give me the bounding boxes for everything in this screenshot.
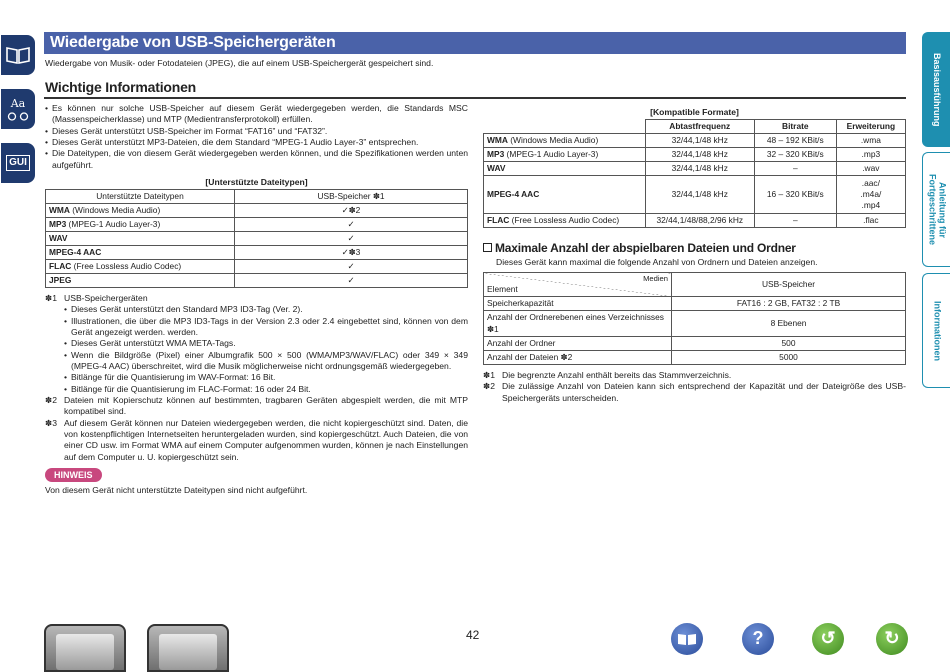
corner-top-label: Medien [643,274,668,283]
format-name: FLAC [49,260,72,271]
table-cell: 5000 [672,351,906,365]
format-name: WMA [49,204,70,215]
format-name: JPEG [49,274,72,285]
forward-icon[interactable]: ↻ [876,623,908,655]
page-title: Wiedergabe von USB-Speichergeräten [44,32,906,54]
format-desc: (Windows Media Audio) [507,134,599,145]
footnote-mark: ✽2 [45,395,57,406]
footnote-subitem: • Dieses Gerät unterstützt WMA META-Tags. [45,338,468,349]
footnote-text: USB-Speichergeräten [64,293,148,303]
intro-text: Wiedergabe von Musik- oder Fotodateien (JPEG), die auf einem USB-Speichergerät gespeichert sind. [45,58,434,68]
table-cell: Anzahl der Ordner [484,337,672,351]
page-number: 42 [466,628,480,642]
footnote [45,418,468,463]
footnote-mark: ✽1 [483,370,495,380]
footnote [45,293,468,304]
footnote-mark: ✽2 [483,381,495,392]
table-header-cell: USB-Speicher [672,273,906,297]
table-row [46,274,468,288]
filetypes-table-caption: [Unterstützte Dateitypen] [205,177,308,187]
table-row [46,218,468,232]
format-name: FLAC [487,214,510,225]
back-icon[interactable]: ↺ [812,623,844,655]
table-row [46,246,468,260]
table-cell [46,232,235,246]
table-cell [46,260,235,274]
gui-icon[interactable] [1,143,35,183]
hinweis-text: Von diesem Gerät nicht unterstützte Dateitypen sind nicht aufgeführt. [45,485,308,495]
font-icon-label: Aa [10,97,26,111]
help-icon[interactable]: ? [742,623,774,655]
table-cell: .flac [836,214,905,228]
footnote-subitem: • Dieses Gerät unterstützt den Standard MP3 ID3-Tag (Ver. 2). [45,304,468,315]
table-cell: 32/44,1/48 kHz [645,162,754,176]
table-cell: .wav [836,162,905,176]
checkbox-icon [483,243,492,252]
table-cell: FAT16 : 2 GB, FAT32 : 2 TB [672,297,906,311]
table-cell: Speicherkapazität [484,297,672,311]
footnote-mark: ✽1 [45,293,57,303]
device-front-panel [56,634,114,670]
table-cell: Anzahl der Ordnerebenen eines Verzeichnisses ✽1 [484,311,672,337]
format-desc: (Windows Media Audio) [69,204,161,215]
table-cell [484,134,646,148]
tab-informationen[interactable] [922,273,950,388]
footnote-text: Die begrenzte Anzahl enthält bereits das Stammverzeichnis. [502,370,732,380]
tab-label: Basisausführung [931,52,942,127]
footnote-subitem: • Bitlänge für die Quantisierung im WAV-Format: 16 Bit. [45,372,468,383]
table-cell: 32/44,1/48/88,2/96 kHz [645,214,754,228]
info-bullet-list [45,103,468,171]
footnotes-right [483,370,906,404]
table-cell: 8 Ebenen [672,311,906,337]
format-name: MP3 [49,218,67,229]
table-row [484,148,906,162]
footnote-text: Dateien mit Kopierschutz können auf bestimmten, tragbaren Geräten abgespielt werden, die mit MTP kompatibel sind. [64,395,468,417]
formats-table-caption: [Kompatible Formate] [650,107,739,117]
table-corner [484,120,646,134]
format-name: WMA [487,134,508,145]
table-cell: .wma [836,134,905,148]
format-name: MP3 [487,148,505,159]
footnote-subitem: • Wenn die Bildgröße (Pixel) einer Albumgrafik 500 × 500 (WMA/MP3/WAV/FLAC) oder 349 × 349 (MPEG-4 AAC) überschreitet, wird die Musik möglicherweise nicht ordnungsgemäß wiedergegeben. [45,350,468,373]
tab-basisausfuehrung[interactable] [922,32,950,147]
table-row [484,351,906,365]
table-header-cell: Abtastfrequenz [645,120,754,134]
footnote [45,395,468,418]
format-name: WAV [487,162,506,173]
table-cell: ✓✽2 [235,204,468,218]
device-remote-button[interactable] [147,624,229,672]
tab-label: Anleitung für Fortgeschrittene [927,173,948,245]
table-cell: 16 – 320 KBit/s [754,176,836,214]
format-desc: (Free Lossless Audio Codec) [509,214,620,225]
table-cell [484,176,646,214]
format-name: MPEG-4 AAC [49,246,102,257]
list-item: • Dieses Gerät unterstützt USB-Speicher im Format “FAT16” und “FAT32”. [45,126,468,137]
table-row [484,337,906,351]
book-icon[interactable] [1,35,35,75]
font-icon[interactable] [1,89,35,129]
table-row [484,214,906,228]
table-header-cell: USB-Speicher ✽1 [235,190,468,204]
table-corner [484,273,672,297]
table-header-row [484,120,906,134]
section-heading: Wichtige Informationen [45,79,197,95]
table-header-row [46,190,468,204]
footnote-text: Die zulässige Anzahl von Dateien kann sich entsprechend der Kapazität und der Dateigröße des USB-Speichergeräts unterscheiden. [502,381,906,403]
max-files-heading-text: Maximale Anzahl der abspielbaren Dateien und Ordner [495,241,796,255]
table-cell [46,218,235,232]
table-cell: 48 – 192 KBit/s [754,134,836,148]
table-row [46,232,468,246]
format-desc: (MPEG-1 Audio Layer-3) [66,218,161,229]
table-cell: .aac/ .m4a/ .mp4 [836,176,905,214]
table-cell: 500 [672,337,906,351]
max-files-table [483,272,906,365]
table-cell: 32/44,1/48 kHz [645,176,754,214]
tab-fortgeschrittene[interactable] [922,152,950,267]
table-row [484,311,906,337]
table-header-cell: Bitrate [754,120,836,134]
footnotes-left [45,293,468,463]
device-front-button[interactable] [44,624,126,672]
max-files-description: Dieses Gerät kann maximal die folgende Anzahl von Ordnern und Dateien anzeigen. [496,257,818,267]
filetypes-table [45,189,468,288]
footnote-subitem: • Illustrationen, die über die MP3 ID3-Tags in der Version 2.3 oder 2.4 eingebettet sind, können von dem Gerät angezeigt werden. werden. [45,316,468,339]
device-panel [159,634,217,670]
table-header-cell: Unterstützte Dateitypen [46,190,235,204]
table-row [484,297,906,311]
table-cell: ✓ [235,274,468,288]
table-cell: 32/44,1/48 kHz [645,148,754,162]
table-cell [484,214,646,228]
table-cell: – [754,214,836,228]
table-row [46,204,468,218]
table-row [484,162,906,176]
table-cell [484,162,646,176]
format-desc: (MPEG-1 Audio Layer-3) [504,148,599,159]
footnote-text: Auf diesem Gerät können nur Dateien wiedergegeben werden, die nicht kopiergeschützt sind. Daten, die von kostenpflichtigen Internetseiten heruntergeladen wurden, sind kopiergeschützt. Auch Dateien, die von einer CD usw. im Format WMA auf einem Computer aufgenommen wurden, können je nach Einstellungen auf dem Computer u. U. kopiergeschützt sein. [64,417,468,462]
corner-bottom-label: Element [487,283,518,294]
format-name: WAV [49,232,68,243]
formats-table [483,119,906,228]
table-row [484,134,906,148]
format-name: MPEG-4 AAC [487,188,540,199]
book-nav-icon[interactable] [671,623,703,655]
table-header-cell: Erweiterung [836,120,905,134]
table-cell: ✓ [235,260,468,274]
list-item: • Es können nur solche USB-Speicher auf diesem Gerät wiedergegeben werden, die Standards MSC (Massenspeicherklasse) und MTP (Medientransferprotokoll) erfüllen. [45,103,468,126]
table-row [46,260,468,274]
table-cell [46,204,235,218]
max-files-heading [483,241,796,257]
section-divider [44,97,906,99]
table-cell: – [754,162,836,176]
table-cell: Anzahl der Dateien ✽2 [484,351,672,365]
footnote-mark: ✽3 [45,417,57,428]
table-cell: .mp3 [836,148,905,162]
footnote [483,370,906,381]
table-cell: ✓ [235,232,468,246]
table-cell [46,246,235,260]
gui-icon-label: GUI [6,155,30,170]
table-cell: 32/44,1/48 kHz [645,134,754,148]
table-header-row [484,273,906,297]
table-row [484,176,906,214]
table-cell: 32 – 320 KBit/s [754,148,836,162]
list-item: • Die Dateitypen, die von diesem Gerät wiedergegeben werden können, und die Spezifikationen werden unten aufgeführt. [45,148,468,171]
hinweis-badge: HINWEIS [45,468,102,482]
footnote-subitem: • Bitlänge für die Quantisierung im FLAC-Format: 16 oder 24 Bit. [45,384,468,395]
table-cell [484,148,646,162]
format-desc: (Free Lossless Audio Codec) [71,260,182,271]
table-cell [46,274,235,288]
table-cell: ✓✽3 [235,246,468,260]
list-item: • Dieses Gerät unterstützt MP3-Dateien, die dem Standard “MPEG-1 Audio Layer-3” entsprechen. [45,137,468,148]
tab-label: Informationen [932,300,943,361]
footnote [483,381,906,404]
table-cell: ✓ [235,218,468,232]
